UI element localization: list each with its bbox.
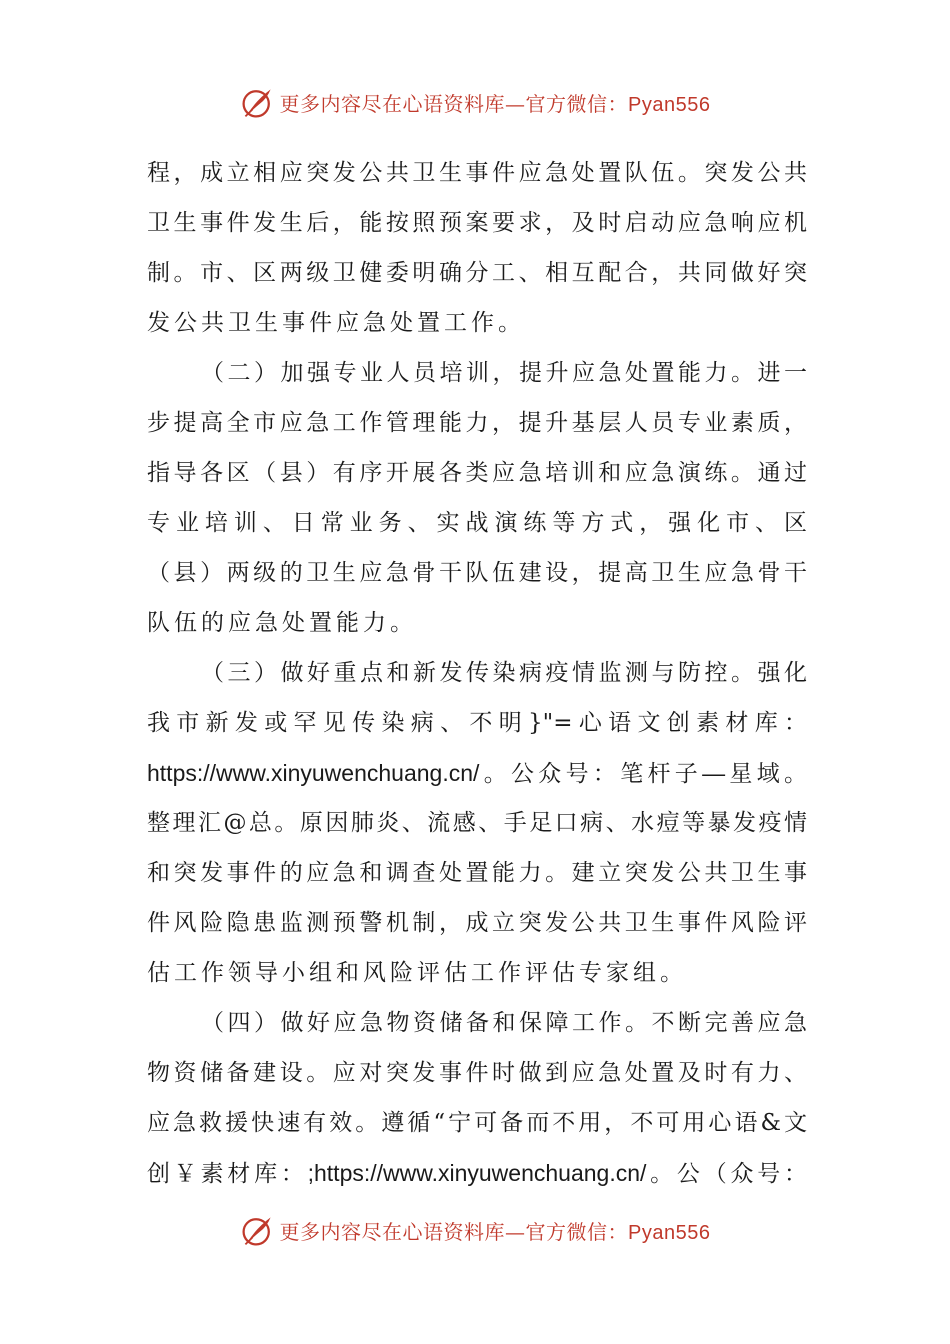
body-line: 整理汇@总。原因肺炎、流感、手足口病、水痘等暴发疫情 xyxy=(147,810,807,836)
document-body xyxy=(147,148,807,1198)
body-line: 应急救援快速有效。遵循“宁可备而不用，不可用心语&文 xyxy=(147,1110,807,1136)
body-line: 程，成立相应突发公共卫生事件应急处置队伍。突发公共 xyxy=(147,160,807,186)
body-line: （三）做好重点和新发传染病疫情监测与防控。强化 xyxy=(201,660,807,686)
body-line: 估工作领导小组和风险评估工作评估专家组。 xyxy=(147,960,687,986)
footer-banner-text xyxy=(280,1216,711,1245)
body-line: 我市新发或罕见传染病、不明}"=心语文创素材库： xyxy=(147,710,807,736)
header-banner-label: 更多内容尽在心语资料库—官方微信： xyxy=(279,91,629,116)
body-line: 指导各区（县）有序开展各类应急培训和应急演练。通过 xyxy=(147,460,807,486)
header-banner xyxy=(0,82,950,122)
body-line: 步提高全市应急工作管理能力，提升基层人员专业素质， xyxy=(147,410,807,436)
body-line: 创￥素材库：;https://www.xinyuwenchuang.cn/。公（众号： xyxy=(147,1160,807,1186)
body-line: 件风险隐患监测预警机制，成立突发公共卫生事件风险评 xyxy=(147,910,807,936)
body-line: （二）加强专业人员培训，提升应急处置能力。进一 xyxy=(201,360,807,386)
header-banner-account: Pyan556 xyxy=(628,93,711,116)
body-line: 卫生事件发生后，能按照预案要求，及时启动应急响应机 xyxy=(147,210,807,236)
body-line: 队伍的应急处置能力。 xyxy=(147,610,417,636)
quill-logo-icon xyxy=(240,1212,276,1248)
footer-banner-account: Pyan556 xyxy=(628,1221,711,1244)
body-line: （四）做好应急物资储备和保障工作。不断完善应急 xyxy=(201,1010,807,1036)
footer-banner xyxy=(0,1210,950,1250)
body-line: （县）两级的卫生应急骨干队伍建设，提高卫生应急骨干 xyxy=(147,560,807,586)
quill-logo-icon xyxy=(240,84,276,120)
body-line: 制。市、区两级卫健委明确分工、相互配合，共同做好突 xyxy=(147,260,807,286)
body-line: 和突发事件的应急和调查处置能力。建立突发公共卫生事 xyxy=(147,860,807,886)
body-line: 物资储备建设。应对突发事件时做到应急处置及时有力、 xyxy=(147,1060,807,1086)
body-line: 专业培训、日常业务、实战演练等方式，强化市、区 xyxy=(147,510,807,536)
header-banner-text xyxy=(280,88,711,117)
footer-banner-label: 更多内容尽在心语资料库—官方微信： xyxy=(279,1219,629,1244)
body-line: https://www.xinyuwenchuang.cn/。公众号：笔杆子—星域。 xyxy=(147,760,807,786)
body-line: 发公共卫生事件应急处置工作。 xyxy=(147,310,525,336)
